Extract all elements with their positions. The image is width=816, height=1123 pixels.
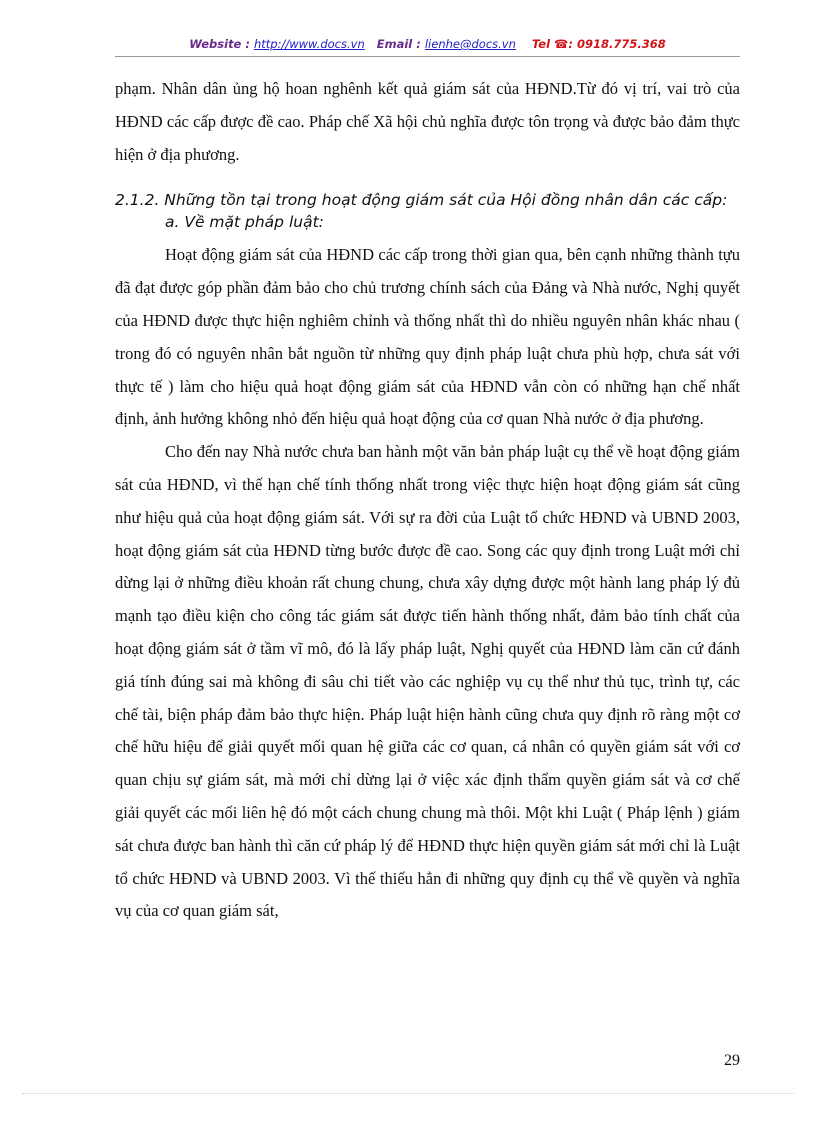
- paragraph-1: phạm. Nhân dân ủng hộ hoan nghênh kết quả giám sát của HĐND.Từ đó vị trí, vai trò của HĐND các cấp được đề cao. Pháp chế Xã hội chủ nghĩa được tôn trọng và được bảo đảm thực hiện ở địa phương.: [115, 79, 740, 164]
- paragraph-2: Hoạt động giám sát của HĐND các cấp trong thời gian qua, bên cạnh những thành tựu đã đạt được góp phần đảm bảo cho chủ trương chính sách của Đảng và Nhà nước, Nghị quyết của HĐND được thực hiện nghiêm chỉnh và thống nhất thì do nhiều nguyên nhân khác nhau ( trong đó có nguyên nhân bắt nguồn từ những quy định pháp luật chưa phù hợp, chưa sát với thực tế ) làm cho hiệu quả hoạt động giám sát của HĐND vẫn còn có những hạn chế nhất định, ảnh hưởng không nhỏ đến hiệu quả hoạt động của cơ quan Nhà nước ở địa phương.: [115, 245, 740, 429]
- subsection-heading: a. Về mặt pháp luật:: [165, 213, 324, 232]
- document-body: [115, 73, 740, 928]
- phone-number: : 0918.775.368: [568, 37, 666, 51]
- tel-label: Tel: [531, 37, 555, 51]
- website-link[interactable]: http://www.docs.vn: [253, 37, 365, 51]
- paragraph-3: Cho đến nay Nhà nước chưa ban hành một văn bản pháp luật cụ thể về hoạt động giám sát của HĐND, vì thế hạn chế tính thống nhất trong việc thực hiện hoạt động giám sát cũng như hiệu quả của hoạt động giám sát. Với sự ra đời của Luật tổ chức HĐND và UBND 2003, hoạt động giám sát của HĐND từng bước được đề cao. Song các quy định trong Luật mới chỉ dừng lại ở những điều khoản rất chung chung, chưa xây dựng được một hành lang pháp lý đủ mạnh tạo điều kiện cho công tác giám sát được tiến hành thống nhất, đảm bảo tính chất của hoạt động giám sát ở tầm vĩ mô, đó là lấy pháp luật, Nghị quyết của HĐND làm căn cứ đánh giá tính đúng sai mà không đi sâu chi tiết vào các nghiệp vụ cụ thể như thủ tục, trình tự, các chế tài, biện pháp đảm bảo thực hiện. Pháp luật hiện hành cũng chưa quy định rõ ràng một cơ chế hữu hiệu để giải quyết mối quan hệ giữa các cơ quan, cá nhân có quyền giám sát với cơ quan chịu sự giám sát, mà mới chỉ dừng lại ở việc xác định thẩm quyền giám sát và cơ chế giải quyết các mối liên hệ đó một cách chung chung mà thôi. Một khi Luật ( Pháp lệnh ) giám sát chưa được ban hành thì căn cứ pháp lý để HĐND thực hiện quyền giám sát mới chỉ là Luật tổ chức HĐND và UBND 2003. Vì thế thiếu hẳn đi những quy định cụ thể về quyền và nghĩa vụ của cơ quan giám sát,: [115, 442, 740, 921]
- header-divider: [115, 56, 740, 57]
- email-label: Email :: [376, 37, 425, 51]
- page-bottom-divider: [22, 1093, 794, 1094]
- page-header: [115, 37, 740, 51]
- website-label: Website :: [189, 37, 254, 51]
- page-number: 29: [724, 1052, 740, 1069]
- email-link[interactable]: lienhe@docs.vn: [424, 37, 516, 51]
- section-heading: 2.1.2. Những tồn tại trong hoạt động giám sát của Hội đồng nhân dân các cấp:: [115, 191, 728, 210]
- phone-icon: ☎: [554, 37, 569, 51]
